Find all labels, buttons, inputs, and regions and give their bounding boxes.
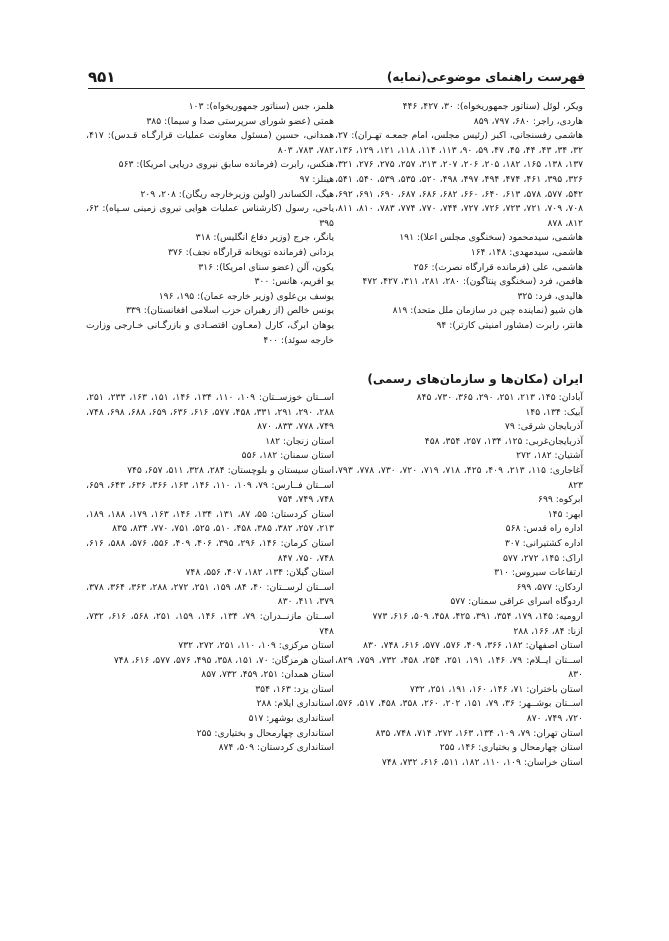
index-entry: استانداری بوشهر: ۵۱۷ (248, 713, 334, 725)
index-entry: اداره کشتیرانی: ۳۰۷ (504, 537, 583, 549)
people-index-left-column (86, 100, 334, 348)
index-entry: ازنا: ۸۴، ۱۶۶، ۲۸۸ (513, 625, 583, 637)
index-entry: استان یزد: ۱۶۳، ۳۵۴ (255, 683, 334, 695)
index-entry: استان اصفهان: ۱۸۲، ۳۶۶، ۴۰۹، ۵۷۶، ۵۷۷، ۶۱۶، ۷۴۸، ۸۳۰ (362, 640, 583, 652)
index-entry: هافمن، فرد (سخنگوی پنتاگون): ۲۸۰، ۲۸۱، ۳۱۱، ۴۲۷، ۴۷۲ (362, 276, 583, 288)
index-entry: ابهر: ۱۴۵ (547, 508, 583, 520)
index-entry: استانداری کردستان: ۵۰۹، ۸۷۴ (218, 742, 334, 754)
index-entry: اردکان: ۵۷۷، ۶۹۹ (516, 581, 583, 593)
index-entry: آبیک: ۱۳۴، ۱۴۵ (525, 406, 583, 418)
index-entry: هینلز: ۹۷ (299, 173, 334, 185)
index-entry: ارومیه: ۱۴۵، ۱۷۹، ۳۵۴، ۳۹۱، ۴۲۵، ۴۵۸، ۵۰۹، ۶۱۶، ۷۷۳ (372, 610, 583, 622)
index-entry: استان سمنان: ۱۸۲، ۵۵۶ (241, 450, 334, 462)
index-entry: هاشمی رفسنجانی، اکبر (رئیس مجلس، امام جمعـه تهـران): ۲۷، ۳۲، ۳۴، ۴۳، ۴۴، ۴۵، ۴۷، ۵۹، ۹۰، ۱۱۳، ۱۱۴، ۱۱۸، ۱۲۱، ۱۲۹، ۱۳۶، ۱۳۷، ۱۳۸، ۱۶۵، ۱۸۲، ۲۰۵، ۲۰۶، ۲۰۷، ۲۱۳، ۲۵۷، ۲۷۵، ۲۷۶، ۳۲۱، ۳۲۶، ۳۹۵، ۴۶۱، ۴۷۴، ۴۹۴، ۴۹۷، ۴۹۸، ۵۲۰، ۵۳۵، ۵۳۹، ۵۴۰، ۵۴۱، ۵۴۲، ۵۷۷، ۵۷۸، ۶۱۳، ۶۴۰، ۶۶۰، ۶۸۲، ۶۸۶، ۶۸۷، ۶۹۰، ۶۹۱، ۶۹۲، ۷۰۸، ۷۰۹، ۷۲۱، ۷۲۳، ۷۲۶، ۷۲۷، ۷۴۴، ۷۷۰، ۷۷۴، ۷۸۳، ۸۱۰، ۸۱۱، ۸۱۲، ۸۷۸ (335, 130, 584, 229)
index-entry: اســتان مازنــدران: ۷۹، ۱۳۴، ۱۴۶، ۱۵۹، ۲۵۱، ۵۶۸، ۶۱۶، ۷۳۲، ۷۴۸ (86, 610, 335, 637)
index-entry: استان چهارمحال و بختیاری: ۱۴۶، ۲۵۵ (439, 742, 583, 754)
index-entry: اراک: ۱۴۵، ۲۷۲، ۵۷۷ (503, 552, 583, 564)
index-entry: اســتان بوشــهر: ۳۶، ۷۹، ۱۵۱، ۲۰۲، ۲۶۰، ۳۵۸، ۴۵۸، ۵۱۷، ۵۷۶، ۷۲۰، ۷۴۹، ۸۷۰ (335, 698, 584, 725)
index-entry: استان کردستان: ۵۵، ۸۷، ۱۳۱، ۱۳۴، ۱۴۶، ۱۶۳، ۱۷۹، ۱۸۸، ۱۸۹، ۲۱۳، ۲۵۷، ۳۸۲، ۳۸۵، ۴۵۸، ۵۱۰، ۵۲۵، ۷۵۱، ۷۷۰، ۸۳۴، ۸۳۵ (86, 508, 334, 535)
index-entry: همدانی، حسین (مسئول معاونت عملیات قرارگـاه قـدس): ۴۱۷، ۷۸۲، ۷۸۳، ۸۰۳ (86, 130, 334, 156)
index-entry: آذربایجان شرقی: ۷۹ (504, 421, 583, 433)
index-entry: استان گیلان: ۱۳۴، ۱۸۲، ۴۰۷، ۵۵۶، ۷۴۸ (185, 567, 334, 579)
index-entry: اســتان لرســتان: ۴۰، ۸۴، ۱۵۹، ۲۵۱، ۲۷۲، ۲۸۸، ۳۶۳، ۳۶۴، ۳۷۸، ۳۷۹، ۴۱۱، ۸۳۰ (86, 581, 335, 608)
index-entry: استان زنجان: ۱۸۲ (265, 435, 334, 447)
index-entry: هاشمی، سیدمحمود (سخنگوی مجلس اعلا): ۱۹۱ (399, 232, 583, 244)
page-header (88, 62, 585, 89)
index-entry: آذربایجان‌غربی: ۱۲۵، ۱۳۴، ۲۵۷، ۳۵۴، ۴۵۸ (424, 435, 583, 447)
index-entry: استان سیستان و بلوچستان: ۲۸۴، ۳۲۸، ۵۱۱، ۶۵۷، ۷۴۵ (127, 464, 334, 476)
places-index-right-column (335, 391, 583, 770)
index-entry: استانداری چهارمحال و بختیاری: ۲۵۵ (196, 727, 334, 739)
index-entry: یزدانی (فرمانده توپخانه قرارگاه نجف): ۳۷۶ (167, 246, 334, 258)
index-entry: اســتان خوزســتان: ۱۰۹، ۱۱۰، ۱۳۴، ۱۴۶، ۱۵۱، ۱۶۳، ۲۳۳، ۲۵۱، ۲۸۸، ۲۹۰، ۲۹۱، ۳۳۱، ۴۵۸، ۵۷۷، ۶۱۶، ۶۳۶، ۶۵۹، ۶۸۸، ۶۹۸، ۷۴۸، ۷۴۹، ۷۷۸، ۸۳۳، ۸۷۰ (86, 392, 335, 433)
index-entry: استان مرکزی: ۱۰۹، ۱۱۰، ۲۵۱، ۲۷۲، ۷۳۲ (178, 640, 334, 652)
index-entry: ویکر، لوئل (سناتور جمهوریخواه): ۳۰، ۴۲۷، ۴۴۶ (402, 101, 583, 112)
index-entry: هانتر، رابرت (مشاور امنیتی کارتر): ۹۴ (436, 319, 583, 331)
index-entry: همتی (عضو شورای سرپرستی صدا و سیما): ۳۸۵ (146, 115, 334, 127)
page-number: ۹۵۱ (88, 68, 116, 86)
index-entry: استان همدان: ۲۵۱، ۴۵۹، ۷۳۲، ۸۵۷ (201, 669, 334, 681)
index-entry: آبادان: ۱۴۵، ۲۱۳، ۲۵۱، ۲۹۰، ۳۶۵، ۷۳۰، ۸۴۵ (416, 392, 583, 403)
running-title: فهرست راهنمای موضوعی(نمایه) (386, 70, 585, 84)
index-entry: یونس خالص (از رهبران حزب اسلامی افغانستان): ۳۳۹ (126, 305, 334, 317)
index-entry: یانگر، جرج (وزیر دفاع انگلیس): ۳۱۸ (195, 232, 334, 244)
index-entry: استان خراسان: ۱۰۹، ۱۱۰، ۱۸۲، ۵۱۱، ۶۱۶، ۷۳۲، ۷۴۸ (381, 756, 583, 768)
section-heading: ایران (مکان‌ها و سازمان‌های رسمی) (367, 372, 583, 386)
index-entry: استان باختران: ۷۱، ۱۴۶، ۱۶۰، ۱۹۱، ۲۵۱، ۷۳۲ (409, 683, 583, 695)
index-entry: یوهان ابرگ، کارل (معـاون اقتصـادی و بازرگـانی خـارجی وزارت خارجه سوئد): ۴۰۰ (86, 319, 334, 346)
index-entry: یاحی، رسول (کارشناس عملیات هوایی نیروی زمینی سـپاه): ۶۲، ۳۹۵ (86, 203, 334, 229)
index-entry: اداره راه قدس: ۵۶۸ (505, 523, 583, 535)
index-entry: هاشمی، سیدمهدی: ۱۴۸، ۱۶۴ (470, 246, 583, 258)
index-entry: هالیدی، فرد: ۳۲۵ (517, 290, 583, 302)
index-entry: اســتان ایــلام: ۷۹، ۱۴۶، ۱۹۱، ۲۵۱، ۲۵۴، ۴۵۸، ۷۳۲، ۷۵۹، ۸۲۹، ۸۳۰ (335, 654, 583, 681)
index-entry: استان کرمان: ۱۴۶، ۲۹۶، ۳۹۵، ۴۰۶، ۴۰۹، ۵۵۶، ۵۷۶، ۵۸۸، ۶۱۶، ۷۴۸، ۷۵۰، ۸۴۷ (86, 537, 335, 564)
index-entry: اردوگاه اسرای عراقی سمنان: ۵۷۷ (450, 596, 583, 608)
index-entry: استان هرمزگان: ۷۰، ۱۵۱، ۳۵۸، ۴۹۵، ۵۷۶، ۵۷۷، ۶۱۶، ۷۴۸ (113, 654, 334, 666)
index-entry: هلمز، جس (سناتور جمهوریخواه): ۱۰۳ (188, 101, 334, 112)
index-entry: یوسف بن‌علوی (وزیر خارجه عمان): ۱۹۵، ۱۹۶ (158, 290, 334, 302)
index-entry: استانداری ایلام: ۲۸۸ (256, 698, 334, 710)
index-entry: یو افریم، هانس: ۳۰۰ (254, 276, 334, 288)
index-entry: آغاجاری: ۱۱۵، ۲۱۳، ۴۰۹، ۴۲۵، ۷۱۸، ۷۱۹، ۷۲۰، ۷۳۰، ۷۷۸، ۷۹۳، ۸۲۳ (335, 464, 584, 491)
index-entry: هیگ، الکساندر (اولین وزیرخارجه ریگان): ۲۰۸، ۲۰۹ (140, 188, 334, 200)
index-entry: آشتیان: ۱۸۲، ۲۷۲ (516, 450, 583, 462)
index-entry: هنکس، رابرت (فرمانده سابق نیروی دریایی امریکا): ۵۶۳ (118, 159, 334, 171)
index-entry: هان شیو (نماینده چین در سازمان ملل متحد): ۸۱۹ (392, 305, 583, 317)
index-entry: اســتان فــارس: ۷۹، ۱۰۹، ۱۱۰، ۱۴۶، ۱۶۳، ۳۶۶، ۶۳۶، ۶۴۳، ۶۵۹، ۷۴۸، ۷۴۹، ۷۵۴ (86, 479, 334, 506)
index-entry: ارتفاعات سیروس: ۳۱۰ (494, 567, 583, 579)
index-entry: هاردی، راجر: ۶۸۰، ۷۹۷، ۸۵۹ (473, 115, 583, 127)
index-entry: یکون، آلن (عضو سنای امریکا): ۳۱۶ (198, 261, 334, 273)
index-entry: استان تهران: ۷۹، ۱۰۹، ۱۳۴، ۱۶۳، ۲۷۲، ۷۱۴، ۷۴۸، ۸۳۵ (375, 727, 583, 739)
places-index-left-column (86, 391, 334, 756)
people-index-right-column (335, 100, 583, 334)
index-entry: هاشمی، علی (فرمانده قرارگاه نصرت): ۲۵۶ (413, 261, 583, 273)
index-entry: ابرکوه: ۶۹۹ (538, 494, 583, 506)
